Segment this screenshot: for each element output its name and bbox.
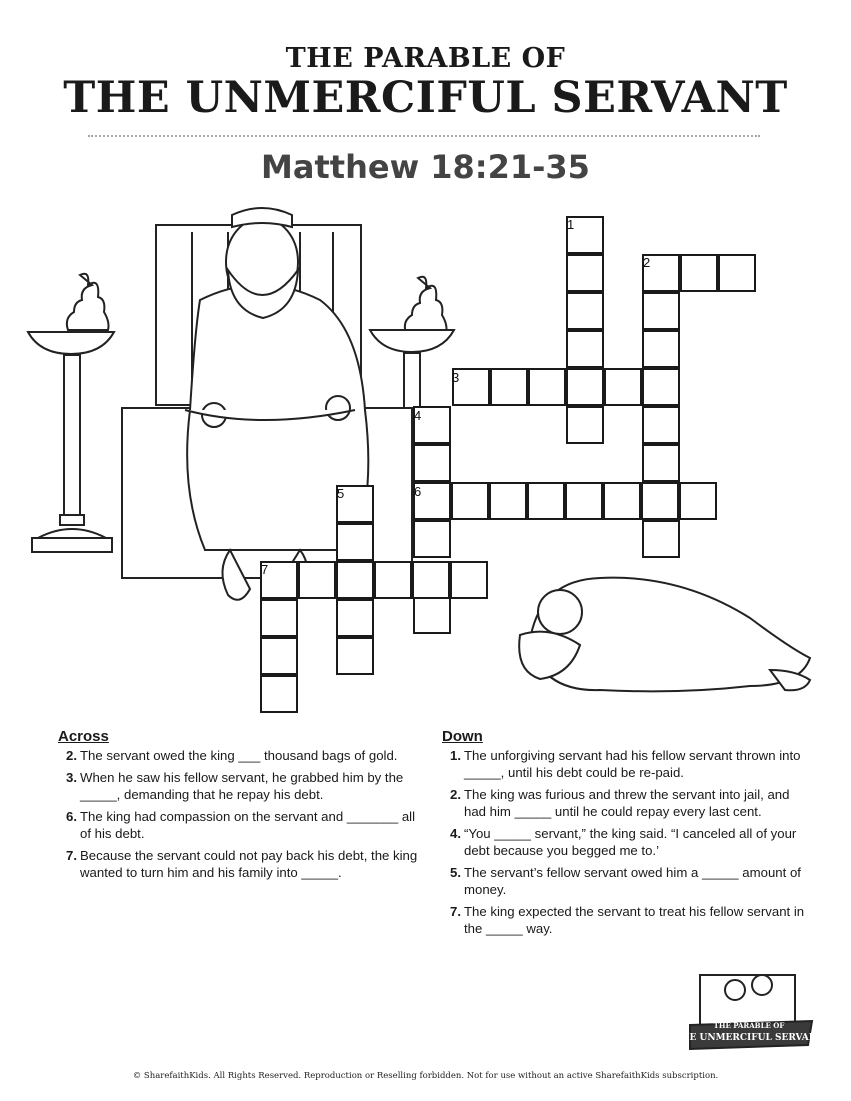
grid-cell[interactable] xyxy=(413,596,451,634)
clue-text: The king had compassion on the servant and _______ all of his debt. xyxy=(80,809,416,841)
across-clue xyxy=(58,769,426,803)
grid-number-1: 1 xyxy=(567,217,575,232)
copyright-footer: © SharefaithKids. All Rights Reserved. Reproduction or Reselling forbidden. Not for use without an active SharefaithKids subscription. xyxy=(132,1071,719,1081)
grid-cell[interactable] xyxy=(718,254,756,292)
clue-number: 3. xyxy=(66,770,77,785)
down-clue xyxy=(442,903,814,937)
grid-cell[interactable] xyxy=(336,561,374,599)
grid-cell[interactable] xyxy=(641,482,679,520)
clue-text: “You _____ servant,” the king said. “I canceled all of your debt because you begged me to.’ xyxy=(464,826,797,858)
grid-cell[interactable] xyxy=(642,368,680,406)
clue-number: 2. xyxy=(450,787,461,802)
grid-number-5: 5 xyxy=(337,486,345,501)
servant-illustration xyxy=(519,578,810,692)
grid-cell[interactable] xyxy=(413,520,451,558)
clue-text: The king expected the servant to treat his fellow servant in the _____ way. xyxy=(464,904,805,936)
grid-number-6: 6 xyxy=(414,484,422,499)
grid-cell[interactable] xyxy=(604,368,642,406)
clue-number: 7. xyxy=(450,904,461,919)
logo-text-line1: THE PARABLE OF xyxy=(713,1021,785,1030)
grid-cell[interactable] xyxy=(565,482,603,520)
grid-cell[interactable] xyxy=(450,561,488,599)
grid-cell[interactable] xyxy=(642,406,680,444)
clue-text: When he saw his fellow servant, he grabbed him by the _____, demanding that he repay his debt. xyxy=(80,770,404,802)
clue-text: The unforgiving servant had his fellow servant thrown into _____, until his debt could be re-paid. xyxy=(464,748,801,780)
grid-cell[interactable] xyxy=(642,444,680,482)
grid-cell[interactable] xyxy=(566,368,604,406)
clue-number: 6. xyxy=(66,809,77,824)
across-clues xyxy=(58,728,426,886)
grid-cell[interactable] xyxy=(412,561,450,599)
down-heading: Down xyxy=(442,728,483,745)
title-line-1: THE PARABLE OF xyxy=(285,43,566,74)
grid-cell[interactable] xyxy=(489,482,527,520)
grid-number-7: 7 xyxy=(261,562,269,577)
across-clue xyxy=(58,747,426,764)
grid-cell[interactable] xyxy=(527,482,565,520)
grid-cell[interactable] xyxy=(566,292,604,330)
grid-cell[interactable] xyxy=(642,330,680,368)
grid-cell[interactable] xyxy=(603,482,641,520)
clue-text: Because the servant could not pay back his debt, the king wanted to turn him and his family into _____. xyxy=(80,848,418,880)
grid-cell[interactable] xyxy=(566,330,604,368)
down-clue xyxy=(442,864,814,898)
across-heading: Across xyxy=(58,728,109,745)
grid-cell[interactable] xyxy=(490,368,528,406)
clue-number: 1. xyxy=(450,748,461,763)
grid-number-4: 4 xyxy=(414,408,422,423)
down-clue xyxy=(442,786,814,820)
clue-text: The king was furious and threw the servant into jail, and had him _____ until he could repay every last cent. xyxy=(464,787,790,819)
across-clue xyxy=(58,847,426,881)
grid-cell[interactable] xyxy=(642,520,680,558)
grid-cell[interactable] xyxy=(336,599,374,637)
grid-number-3: 3 xyxy=(452,370,460,385)
clue-number: 5. xyxy=(450,865,461,880)
grid-number-2: 2 xyxy=(643,255,651,270)
down-clue xyxy=(442,747,814,781)
grid-cell[interactable] xyxy=(336,637,374,675)
down-clues xyxy=(442,728,814,942)
down-clue xyxy=(442,825,814,859)
clue-number: 2. xyxy=(66,748,77,763)
grid-cell[interactable] xyxy=(413,444,451,482)
grid-cell[interactable] xyxy=(298,561,336,599)
grid-cell[interactable] xyxy=(680,254,718,292)
left-torch-illustration xyxy=(28,274,114,552)
grid-cell[interactable] xyxy=(528,368,566,406)
grid-cell[interactable] xyxy=(642,292,680,330)
grid-cell[interactable] xyxy=(679,482,717,520)
scripture-reference: Matthew 18:21-35 xyxy=(261,148,590,186)
across-clue xyxy=(58,808,426,842)
clue-number: 7. xyxy=(66,848,77,863)
logo-text-line2: THE UNMERCIFUL SERVANT xyxy=(674,1033,824,1043)
grid-cell[interactable] xyxy=(451,482,489,520)
grid-cell[interactable] xyxy=(336,523,374,561)
clue-text: The servant owed the king ___ thousand bags of gold. xyxy=(80,748,398,763)
grid-cell[interactable] xyxy=(260,675,298,713)
grid-cell[interactable] xyxy=(566,254,604,292)
grid-cell[interactable] xyxy=(566,406,604,444)
grid-cell[interactable] xyxy=(374,561,412,599)
grid-cell[interactable] xyxy=(260,637,298,675)
clue-number: 4. xyxy=(450,826,461,841)
clue-text: The servant’s fellow servant owed him a _____ amount of money. xyxy=(464,865,801,897)
title-line-2: THE UNMERCIFUL SERVANT xyxy=(63,73,788,123)
grid-cell[interactable] xyxy=(260,599,298,637)
